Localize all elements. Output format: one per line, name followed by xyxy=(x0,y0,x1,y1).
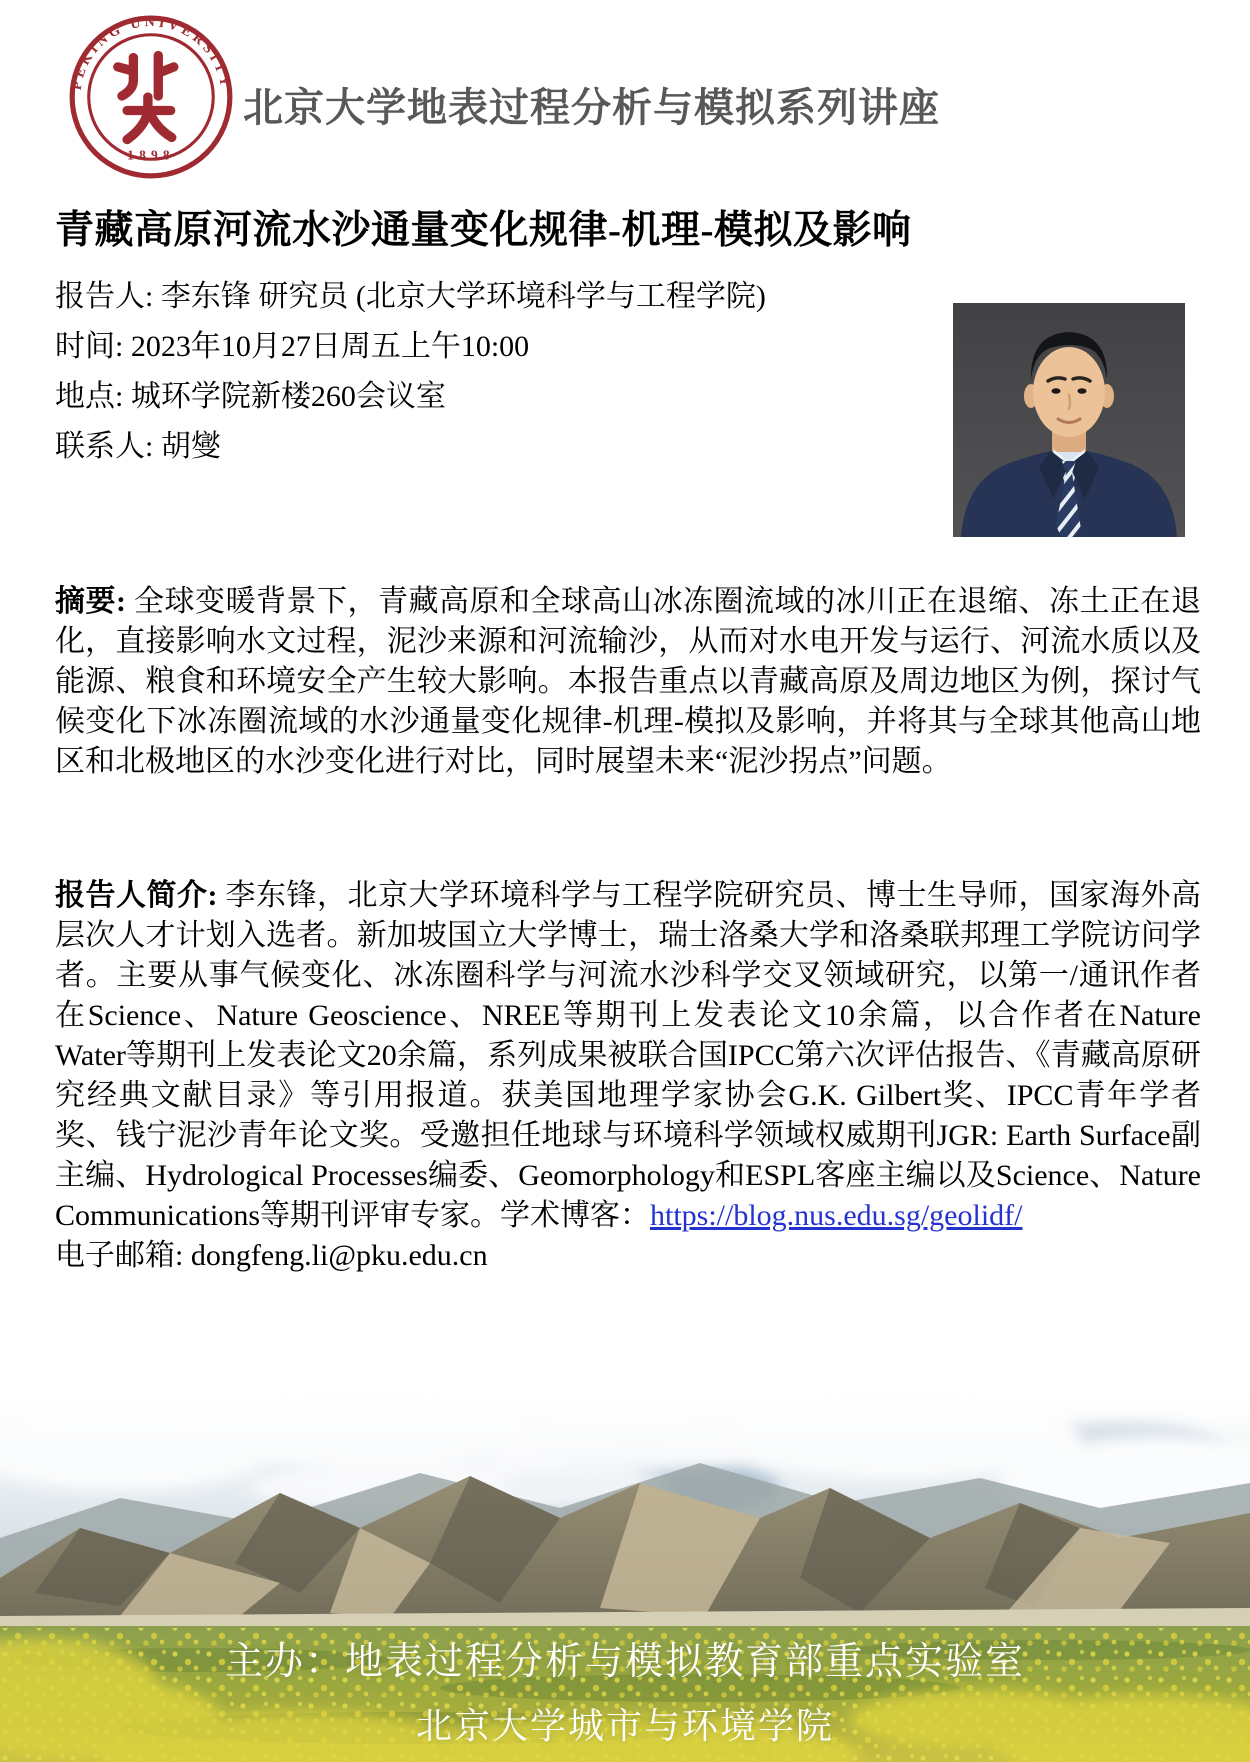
host-line-2: 北京大学城市与环境学院 xyxy=(415,1705,834,1746)
host-line-1: 主办：地表过程分析与模拟教育部重点实验室 xyxy=(224,1641,1025,1683)
abstract-label: 摘要: xyxy=(55,585,126,618)
speaker-photo xyxy=(953,303,1185,537)
bio-label: 报告人简介: xyxy=(55,879,218,912)
bio-paragraph xyxy=(55,876,1201,1276)
blog-link[interactable]: https://blog.nus.edu.sg/geolidf/ xyxy=(650,1199,1023,1232)
seal-founding-year: 1898 xyxy=(127,147,175,163)
series-title: 北京大学地表过程分析与模拟系列讲座 xyxy=(243,86,940,130)
lecture-info-block xyxy=(55,272,766,472)
abstract-paragraph xyxy=(55,582,1201,782)
email-label: 电子邮箱: xyxy=(55,1239,191,1272)
location-line: 地点: 城环学院新楼260会议室 xyxy=(55,380,446,413)
bio-text: 李东锋，北京大学环境科学与工程学院研究员、博士生导师，国家海外高层次人才计划入选者。新加坡国立大学博士，瑞士洛桑大学和洛桑联邦理工学院访问学者。主要从事气候变化、冰冻圈科学与河流水沙科学交叉领域研究，以第一/通讯作者在Science、Nature Geoscience、NREE等期刊上发表论文10余篇，以合作者在Nature Water等期刊上发表论文20余篇，系列成果被联合国IPCC第六次评估报告、《青藏高原研究经典文献目录》等引用报道。获美国地理学家协会G.K. Gilbert奖、IPCC青年学者奖、钱宁泥沙青年论文奖。受邀担任地球与环境科学领域权威期刊JGR: Earth Surface副主编、Hydrological Processes编委、Geomorphology和ESPL客座主编以及Science、Nature Communications等期刊评审专家。学术博客： xyxy=(55,879,1201,1232)
pku-seal-logo xyxy=(68,14,234,180)
email-address: dongfeng.li@pku.edu.cn xyxy=(190,1239,488,1272)
lecture-title: 青藏高原河流水沙通量变化规律-机理-模拟及影响 xyxy=(55,209,912,252)
seal-university-name: PEKING UNIVERSITY xyxy=(69,15,233,92)
speaker-line: 报告人: 李东锋 研究员 (北京大学环境科学与工程学院) xyxy=(55,280,766,313)
contact-line: 联系人: 胡燮 xyxy=(55,430,221,463)
abstract-text: 全球变暖背景下，青藏高原和全球高山冰冻圈流域的冰川正在退缩、冻土正在退化，直接影响水文过程，泥沙来源和河流输沙，从而对水电开发与运行、河流水质以及能源、粮食和环境安全产生较大影响。本报告重点以青藏高原及周边地区为例，探讨气候变化下冰冻圈流域的水沙通量变化规律-机理-模拟及影响，并将其与全球其他高山地区和北极地区的水沙变化进行对比，同时展望未来“泥沙拐点”问题。 xyxy=(55,585,1201,778)
time-line: 时间: 2023年10月27日周五上午10:00 xyxy=(55,330,530,363)
